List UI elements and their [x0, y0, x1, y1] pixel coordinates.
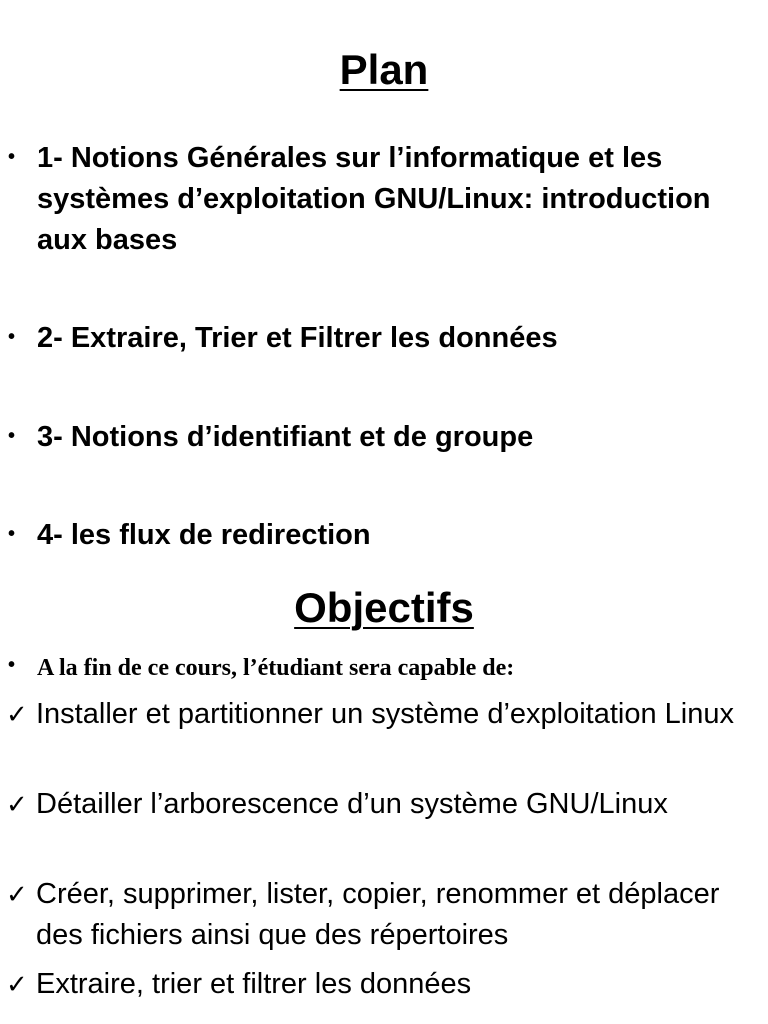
objective-text: Installer et partitionner un système d’exploitation Linux [36, 698, 734, 730]
objective-text: Détailler l’arborescence d’un système GNU/Linux [36, 788, 668, 820]
checkmark-icon: ✓ [6, 700, 28, 730]
plan-item-text: 2- Extraire, Trier et Filtrer les données [37, 322, 558, 354]
bullet-icon: • [8, 523, 16, 545]
bullet-icon: • [8, 425, 16, 447]
bullet-icon: • [8, 146, 16, 168]
checkmark-icon: ✓ [6, 970, 28, 1000]
checkmark-icon: ✓ [6, 880, 28, 910]
objective-text: Extraire, trier et filtrer les données [36, 968, 472, 1000]
checkmark-icon: ✓ [6, 790, 28, 820]
objective-text: Créer, supprimer, lister, copier, renommer et déplacer des fichiers ainsi que des répertoires [36, 878, 720, 951]
plan-item-text: 4- les flux de redirection [37, 519, 371, 551]
plan-item-text: 3- Notions d’identifiant et de groupe [37, 421, 534, 453]
bullet-icon: • [8, 654, 16, 676]
plan-item-text: 1- Notions Générales sur l’informatique et les systèmes d’exploitation GNU/Linux: introduction aux bases [37, 142, 711, 256]
objectifs-intro-text: A la fin de ce cours, l’étudiant sera capable de: [37, 655, 515, 681]
plan-title: Plan [339, 46, 429, 93]
bullet-icon: • [8, 326, 16, 348]
objectifs-title: Objectifs [294, 584, 474, 631]
